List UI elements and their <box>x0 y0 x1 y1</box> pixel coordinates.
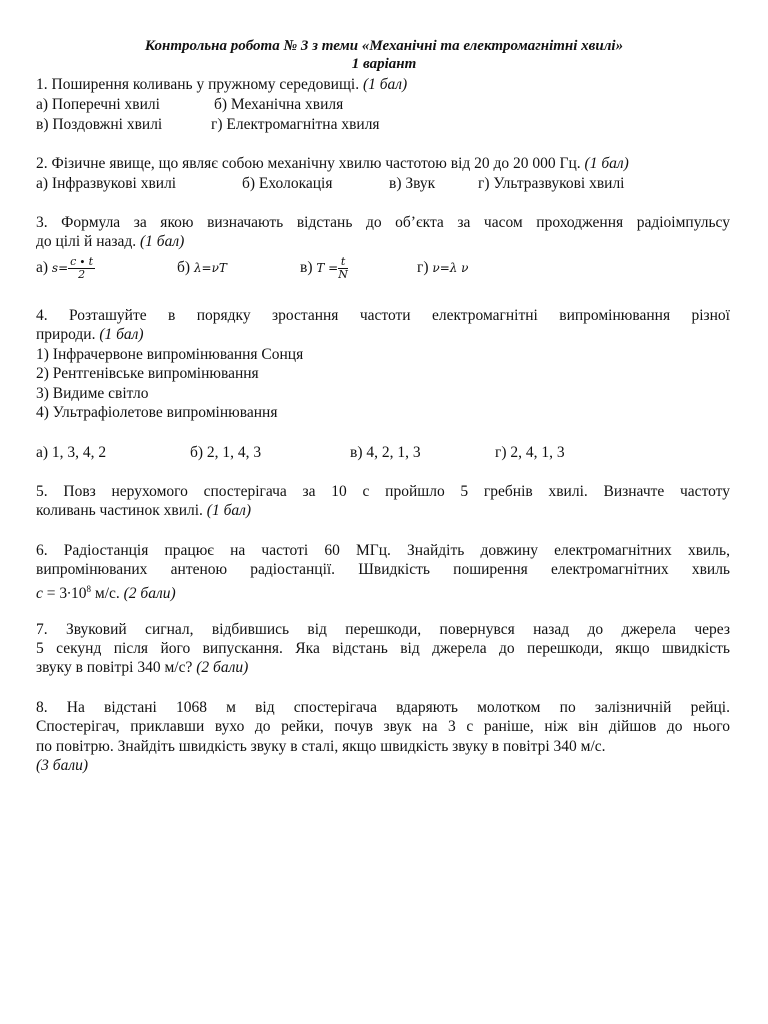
page-title: Контрольна робота № 3 з теми «Механічні та електромагнітні хвилі» <box>144 38 624 54</box>
question-1-option-b: б) Механічна хвиля <box>214 96 344 113</box>
question-2-option-a: а) Інфразвукові хвилі <box>36 175 177 192</box>
question-4-text-end: природи. <box>36 326 96 343</box>
question-1-option-d: г) Електромагнітна хвиля <box>211 116 380 133</box>
formula-d: ν=λ ν <box>432 261 469 275</box>
question-4-option-c: в) 4, 2, 1, 3 <box>350 444 421 461</box>
question-5-line-1: 5. Повз нерухомого спостерігача за 10 с пройшло 5 гребнів хвилі. Визначте частоту <box>36 483 730 500</box>
question-7-text-end: звуку в повітрі 340 м/с? <box>36 659 193 676</box>
question-8-line-1: 8. На відстані 1068 м від спостерігача вдаряють молотком по залізничній рейці. <box>36 699 730 716</box>
question-2-points: (1 бал) <box>584 155 629 172</box>
speed-of-light-exponent: 8 <box>86 584 92 594</box>
formula-a-fraction <box>68 256 95 281</box>
question-4-item-2: 2) Рентгенівське випромінювання <box>36 365 259 382</box>
question-7-line-1: 7. Звуковий сигнал, відбившись від перешкоди, повернувся назад до джерела через <box>36 621 730 638</box>
formula-a-denominator: 2 <box>78 268 86 281</box>
question-3-option-a <box>36 256 95 281</box>
option-d-label: г) <box>417 259 429 276</box>
question-5-points: (1 бал) <box>206 502 252 519</box>
formula-c-denominator: N <box>338 268 348 281</box>
option-c-label: в) <box>300 259 313 277</box>
question-2-text: 2. Фізичне явище, що являє собою механічну хвилю частотою від 20 до 20 000 Гц. <box>36 155 581 172</box>
question-1-option-c: в) Поздовжні хвилі <box>36 116 163 133</box>
speed-of-light-value: = 3∙10 <box>46 585 87 603</box>
question-7-line-3 <box>36 658 730 677</box>
question-5-line-2 <box>36 501 730 520</box>
question-4-item-3: 3) Видиме світло <box>36 385 149 402</box>
question-4-option-a: а) 1, 3, 4, 2 <box>36 444 107 461</box>
question-3-option-b <box>177 258 227 278</box>
speed-of-light-symbol: c <box>36 585 43 603</box>
question-7-points: (2 бали) <box>196 659 249 676</box>
option-b-label: б) <box>177 259 191 276</box>
question-4-option-d: г) 2, 4, 1, 3 <box>495 444 565 461</box>
question-3-option-d <box>417 258 468 278</box>
formula-b: λ=νT <box>193 261 227 275</box>
question-8-line-2: Спостерігач, приклавши вухо до рейки, почув звук на 3 с раніше, ніж він дійшов до нього <box>36 718 730 735</box>
question-4-item-1: 1) Інфрачервоне випромінювання Сонця <box>36 346 304 363</box>
formula-c-lhs: T = <box>316 261 339 276</box>
question-3-points: (1 бал) <box>140 233 185 250</box>
question-4-points: (1 бал) <box>99 326 144 343</box>
question-3-line-2 <box>36 232 730 251</box>
option-a-label: а) <box>36 259 49 277</box>
formula-a-lhs: s= <box>51 261 69 276</box>
question-8-line-3: по повітрю. Знайдіть швидкість звуку в сталі, якщо швидкість звуку в повітрі 340 м/с. <box>36 738 606 755</box>
question-2-option-d: г) Ультразвукові хвилі <box>478 175 625 192</box>
question-8-points: (3 бали) <box>36 757 89 774</box>
question-6-points: (2 бали) <box>123 585 176 603</box>
question-4-item-4: 4) Ультрафіолетове випромінювання <box>36 404 278 421</box>
formula-a-numerator: c ∙ t <box>70 255 94 268</box>
question-6-line-2: випромінюваних антеною радіостанції. Швидкість поширення електромагнітних хвиль <box>36 561 730 578</box>
formula-c-numerator: t <box>338 256 348 269</box>
question-6-line-1: 6. Радіостанція працює на частоті 60 МГц. Знайдіть довжину електромагнітних хвиль, <box>36 542 730 559</box>
question-2-option-c: в) Звук <box>389 175 436 192</box>
question-4-option-b: б) 2, 1, 4, 3 <box>190 444 262 461</box>
question-7-line-2: 5 секунд після його випускання. Яка відстань від джерела до перешкоди, якщо швидкість <box>36 640 730 657</box>
question-3-text-end: до цілі й назад. <box>36 233 137 250</box>
question-2-option-b: б) Ехолокація <box>242 175 333 192</box>
formula-c-fraction <box>338 256 348 281</box>
question-5-text-end: коливань частинок хвилі. <box>36 502 203 519</box>
question-1 <box>36 75 730 94</box>
speed-of-light-unit: м/с. <box>94 585 120 603</box>
question-4-line-1: 4. Розташуйте в порядку зростання частоти електромагнітні випромінювання різної <box>36 307 730 324</box>
question-4-line-2 <box>36 325 730 344</box>
question-2 <box>36 154 730 173</box>
variant-label: 1 варіант <box>351 56 417 72</box>
question-3-line-1: 3. Формула за якою визначають відстань до об’єкта за часом проходження радіоімпульсу <box>36 214 730 231</box>
question-1-option-a: а) Поперечні хвилі <box>36 96 160 113</box>
question-6-line-3 <box>36 580 730 603</box>
question-3-option-c <box>300 256 348 281</box>
question-1-points: (1 бал) <box>362 76 408 93</box>
question-1-text: 1. Поширення коливань у пружному середовищі. <box>36 76 360 93</box>
